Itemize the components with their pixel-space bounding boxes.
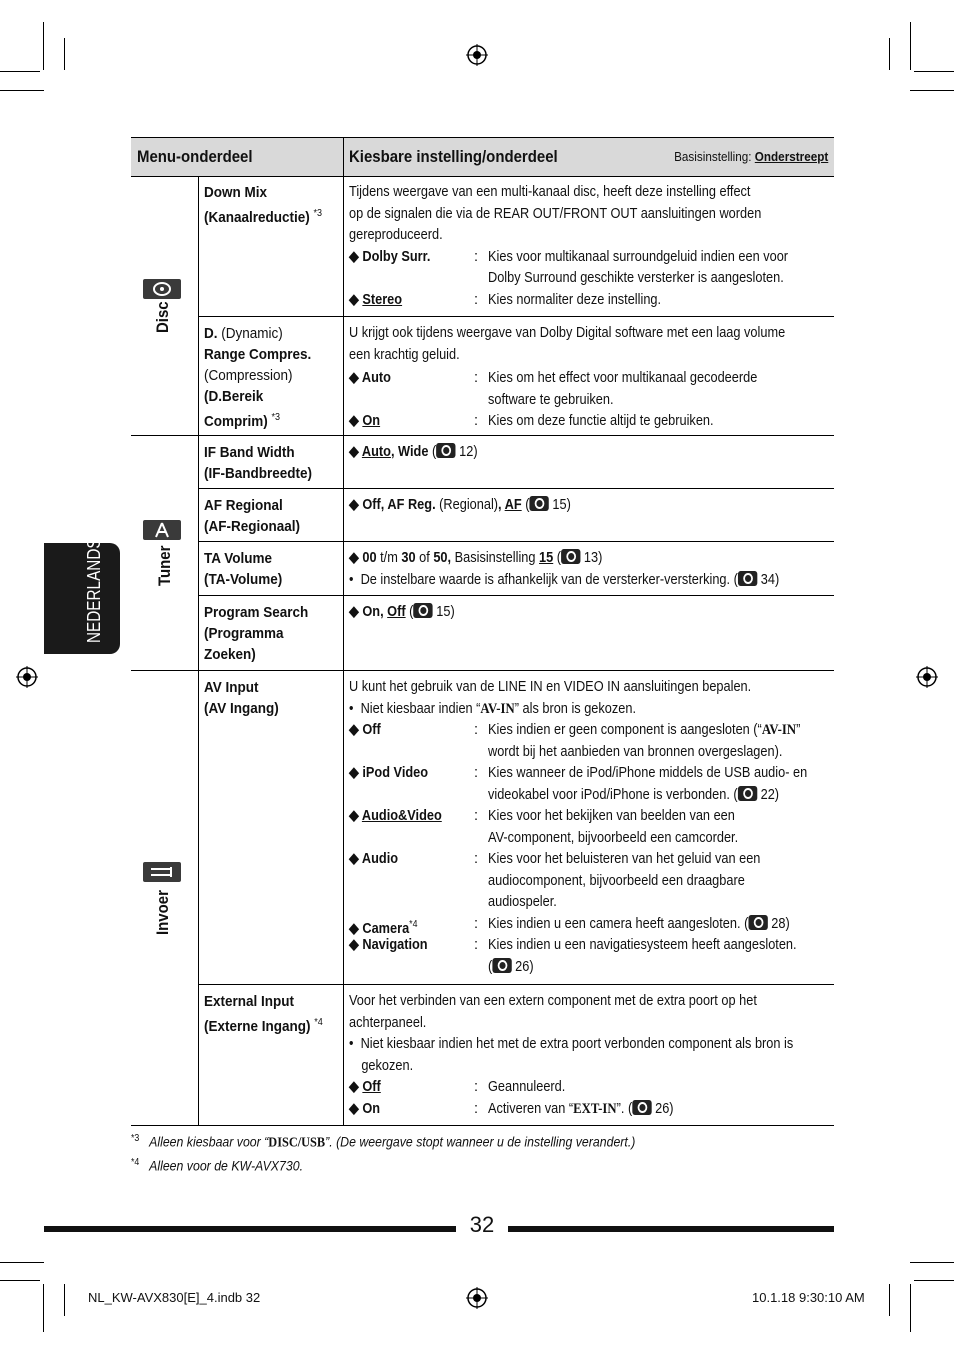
- column-header-setting: Kiesbare instelling/onderdeel: [349, 147, 558, 166]
- description-text: een krachtig geluid.: [349, 346, 460, 363]
- setting-description: ◆ Off, AF Reg. (Regional), AF ( 15): [349, 497, 571, 513]
- default-setting-note: [674, 149, 828, 164]
- option-text: audiospeler.: [488, 894, 557, 910]
- crop-mark: [914, 1280, 954, 1281]
- footnote-ref: *4: [409, 918, 418, 930]
- divider: [343, 138, 344, 176]
- option-label: iPod Video: [362, 765, 429, 781]
- page-ref: 22): [757, 786, 780, 803]
- page-bar-left: [44, 1226, 456, 1232]
- note-text: De instelbare waarde is afhankelijk van de versterker-versterking. (: [360, 571, 738, 588]
- section-disc: [131, 176, 198, 435]
- option-text: software te gebruiken.: [488, 391, 614, 408]
- footnote-ref: *4: [314, 1017, 323, 1028]
- option-text: Kies voor multikanaal surroundgeluid indien een voor: [488, 248, 789, 265]
- description-text: U kunt het gebruik van de LINE IN en VIDEO IN aansluitingen bepalen.: [349, 679, 752, 695]
- table-row-externalinput: [198, 985, 834, 1125]
- option-text: of: [415, 550, 434, 566]
- menu-item-name: [204, 442, 330, 484]
- magnifier-icon: [748, 915, 767, 930]
- language-side-tab: [44, 538, 120, 654]
- footnote-text: ”. (De weergave stopt wanneer u de instelling verandert.): [325, 1133, 636, 1150]
- note-text: Niet kiesbaar indien “: [360, 700, 481, 717]
- crop-mark: [910, 22, 911, 70]
- crop-mark: [910, 1262, 954, 1263]
- option-text: Kies om het effect voor multikanaal gecodeerde: [488, 370, 758, 386]
- menu-item-label: D.: [204, 325, 218, 342]
- option-label: 30: [401, 550, 416, 566]
- option-label: On: [362, 413, 381, 429]
- divider: [131, 1125, 834, 1126]
- menu-item-name: [204, 677, 330, 719]
- ref-open: (: [521, 497, 530, 513]
- menu-item-name: [204, 602, 330, 665]
- input-plug-icon: [143, 862, 181, 882]
- table-row-downmix: [198, 176, 834, 317]
- crop-mark: [0, 71, 40, 72]
- table-header: [131, 137, 834, 177]
- menu-item-label: Down Mix: [204, 184, 267, 201]
- description-text: gereproduceerd.: [349, 227, 443, 243]
- magnifier-icon: [738, 571, 757, 586]
- ref-open: (: [553, 550, 562, 566]
- option-text: Geannuleerd.: [488, 1079, 566, 1095]
- menu-item-name: [204, 323, 330, 432]
- option: ◆ Dolby Surr. : Kies voor multikanaal surroundgeluid indien een voor: [349, 247, 829, 269]
- page-ref: 34): [757, 571, 780, 588]
- description-text: Voor het verbinden van een extern component met de extra poort op het: [349, 993, 757, 1009]
- ref-open: (: [405, 604, 414, 620]
- crop-mark: [0, 1280, 40, 1281]
- menu-item-label: (AV Ingang): [204, 700, 279, 717]
- option-text: ”: [796, 722, 801, 738]
- crop-mark: [889, 38, 890, 70]
- footnote-text: Alleen kiesbaar voor “: [149, 1133, 269, 1150]
- source-name: EXT-IN: [573, 1100, 617, 1117]
- menu-item-label: IF Band Width: [204, 444, 295, 461]
- option-text: Kies normaliter deze instelling.: [488, 291, 662, 308]
- menu-item-label: (Programma: [204, 625, 284, 642]
- magnifier-icon: [413, 603, 432, 618]
- antenna-icon: [143, 520, 181, 540]
- option-text: t/m: [376, 550, 402, 566]
- footnote-mark: *3: [131, 1133, 140, 1144]
- description-text: achterpaneel.: [349, 1014, 427, 1031]
- option-label: Off, AF Reg.: [362, 497, 436, 513]
- menu-item-label: Range Compres.: [204, 346, 312, 363]
- option-text: videokabel voor iPod/iPhone is verbonden. (: [488, 786, 738, 803]
- crop-mark: [910, 90, 954, 91]
- section-tuner: [131, 436, 198, 670]
- option-label: Dolby Surr.: [362, 248, 431, 265]
- registration-mark-icon: [466, 1287, 488, 1309]
- menu-item-label: (IF-Bandbreedte): [204, 465, 312, 482]
- crop-mark: [64, 1284, 65, 1316]
- option-label: Wide: [398, 444, 429, 460]
- option-label: 50,: [433, 550, 452, 566]
- footnote-text: Alleen voor de KW-AVX730.: [149, 1157, 303, 1174]
- menu-item-name: [204, 991, 330, 1037]
- print-datetime: 10.1.18 9:30:10 AM: [752, 1290, 865, 1305]
- menu-item-label: AV Input: [204, 679, 259, 696]
- setting-description: Voor het verbinden van een extern component met de extra poort op het achterpaneel. • Niet kiesbaar indien het met de extra poort verbonden component als bron is gekozen. ◆ Off : Geannuleerd. ◆ On : Activeren van “EXT-IN”. ( 26): [349, 993, 794, 1117]
- option-label: On,: [362, 604, 388, 620]
- setting-description: ◆ Auto, Wide ( 12): [349, 444, 478, 460]
- page-ref: 26): [651, 1100, 674, 1117]
- option-text: Kies indien u een camera heeft aangesloten. (: [488, 915, 749, 932]
- menu-item-label: (D.Bereik: [204, 388, 264, 405]
- registration-mark-icon: [16, 666, 38, 688]
- page-number: 32: [469, 1212, 495, 1237]
- crop-mark: [43, 1284, 44, 1332]
- magnifier-icon: [529, 496, 548, 511]
- menu-item-label: (Externe Ingang): [204, 1018, 311, 1035]
- option-text: AV-component, bijvoorbeeld een camcorder.: [488, 829, 739, 846]
- description-text: op de signalen die via de REAR OUT/FRONT OUT aansluitingen worden: [349, 205, 762, 222]
- crop-mark: [914, 71, 954, 72]
- source-name: DISC/USB: [268, 1135, 326, 1151]
- footnote-ref: *3: [271, 412, 281, 423]
- option-label: Audio&Video: [361, 808, 442, 824]
- column-header-menu-item: Menu-onderdeel: [137, 147, 253, 166]
- setting-description: ◆ 00 t/m 30 of 50, Basisinstelling 15 ( 13) • De instelbare waarde is afhankelijk van de versterker-versterking. ( 34): [349, 550, 780, 588]
- print-file-info: NL_KW-AVX830[E]_4.indb 32: [88, 1290, 261, 1305]
- table-row-ifband: [198, 436, 834, 489]
- menu-item-label: Program Search: [204, 604, 309, 621]
- ref-open: (: [428, 444, 437, 460]
- table-row-avinput: [198, 671, 834, 985]
- magnifier-icon: [436, 443, 455, 458]
- menu-item-label: TA Volume: [204, 550, 273, 567]
- option-text: Kies indien er geen component is aangesloten (“: [488, 722, 762, 738]
- option-text: Dolby Surround geschikte versterker is aangesloten.: [488, 270, 784, 286]
- magnifier-icon: [492, 958, 511, 973]
- option-text: wordt bij het aanbieden van bronnen overgeslagen).: [488, 743, 783, 760]
- option-text: Kies voor het beluisteren van het geluid van een: [488, 851, 761, 867]
- option-label: Off: [362, 1079, 381, 1095]
- page-ref: 12): [455, 444, 478, 460]
- separator-text: ,: [390, 444, 399, 460]
- crop-mark: [43, 22, 44, 70]
- menu-item-label: (Kanaalreductie): [204, 209, 310, 226]
- option-label: Audio: [361, 851, 399, 867]
- note-text: Niet kiesbaar indien het met de extra poort verbonden component als bron is: [360, 1036, 794, 1052]
- default-label: Basisinstelling:: [673, 149, 752, 164]
- setting-description: ◆ On, Off ( 15): [349, 604, 455, 620]
- page-ref: 28): [767, 915, 790, 932]
- option-text: (Regional): [435, 497, 499, 513]
- setting-description: U kunt het gebruik van de LINE IN en VIDEO IN aansluitingen bepalen. • Niet kiesbaar indien “AV-IN” als bron is gekozen. ◆ Off : Kies indien er geen component is aangesloten (“AV-IN” wordt bij het aanbieden van bronnen overgeslagen). ◆ iPod Video : Kies wanneer de iPod/iPhone middels de USB audio- en videokabel voor iPod/iPhone is verbonden. ( 22) ◆ Audio&Video : Kies voor het bekijken van beelden van een AV-component, bijvoorbeeld een camcorder. ◆ Audio : Kies voor het beluisteren van het geluid van een audiocomponent, bijvoorbeeld een draagbare audiospeler. ◆ Camera$^{*4}$ : Kies indien u een camera heeft aangesloten. ( 28) ◆ Navigation : Kies indien u een navigatiesysteem heeft aangesloten. ( 26): [349, 679, 808, 975]
- option-text: Basisinstelling: [451, 550, 540, 566]
- page-ref: 13): [580, 550, 603, 566]
- option-text: Activeren van “: [488, 1100, 574, 1117]
- page-bar-right: [508, 1226, 834, 1232]
- magnifier-icon: [632, 1100, 651, 1115]
- option-label: On: [362, 1100, 381, 1117]
- page-ref: 15): [432, 604, 455, 620]
- separator-text: ,: [498, 497, 505, 513]
- description-text: U krijgt ook tijdens weergave van Dolby Digital software met een laag volume: [349, 325, 786, 341]
- option-text: Kies wanneer de iPod/iPhone middels de USB audio- en: [488, 765, 808, 781]
- option-text: Kies om deze functie altijd te gebruiken.: [488, 413, 714, 429]
- setting-description: [349, 182, 829, 311]
- disc-icon: [143, 279, 181, 299]
- option-label: Auto: [361, 444, 391, 460]
- footnote-ref: *3: [313, 208, 323, 219]
- menu-item-label: (AF-Regionaal): [204, 518, 301, 535]
- registration-mark-icon: [916, 666, 938, 688]
- option-label: Off: [362, 722, 381, 738]
- menu-item-name: [204, 182, 330, 228]
- description-text: Tijdens weergave van een multi-kanaal disc, heeft deze instelling effect: [349, 184, 751, 200]
- option-label: Stereo: [362, 291, 403, 308]
- option: ◆ Stereo : Kies normaliter deze instelling.: [349, 290, 829, 312]
- page-ref: 26): [511, 958, 534, 975]
- crop-mark: [0, 1262, 44, 1263]
- footnote-3: [131, 1133, 635, 1152]
- crop-mark: [0, 90, 44, 91]
- crop-mark: [889, 1284, 890, 1316]
- menu-item-name: [204, 548, 330, 590]
- crop-mark: [64, 38, 65, 70]
- registration-mark-icon: [466, 44, 488, 66]
- option-label: Navigation: [362, 937, 428, 953]
- table-row-tavolume: [198, 542, 834, 596]
- footnote-4: [131, 1157, 303, 1174]
- table-row-afregional: [198, 489, 834, 542]
- option-text: audiocomponent, bijvoorbeeld een draagbare: [488, 872, 745, 889]
- table-row-drange: [198, 317, 834, 436]
- option-text: (: [488, 958, 493, 975]
- note-text: ” als bron is gekozen.: [514, 700, 637, 717]
- menu-item-label: AF Regional: [204, 497, 283, 514]
- source-name: AV-IN: [480, 700, 515, 717]
- menu-item-label: (Dynamic): [217, 325, 283, 342]
- option-text: Kies voor het bekijken van beelden van een: [488, 808, 735, 824]
- note-text: gekozen.: [361, 1057, 414, 1074]
- magnifier-icon: [561, 549, 580, 564]
- section-label-disc: Disc: [153, 301, 172, 333]
- option-label: Camera: [362, 920, 410, 937]
- magnifier-icon: [738, 786, 757, 801]
- default-value: Onderstreept: [754, 149, 828, 164]
- menu-item-name: [204, 495, 330, 537]
- page-ref: 15): [548, 497, 571, 513]
- option-text: ”. (: [616, 1100, 633, 1117]
- source-name: AV-IN: [761, 722, 797, 738]
- option-label: Auto: [361, 370, 391, 386]
- option: [349, 268, 829, 290]
- table-row-programsearch: [198, 596, 834, 671]
- menu-item-label: (Compression): [204, 367, 293, 384]
- option-text: Kies indien u een navigatiesysteem heeft aangesloten.: [488, 937, 797, 953]
- section-label-invoer: Invoer: [153, 890, 172, 935]
- option-label: Off: [387, 604, 406, 620]
- menu-item-label: (TA-Volume): [204, 571, 283, 588]
- settings-table: [131, 137, 834, 1127]
- option-label: AF: [504, 497, 522, 513]
- section-label-tuner: Tuner: [155, 545, 174, 586]
- menu-item-label: External Input: [204, 993, 295, 1010]
- menu-item-label: Zoeken): [204, 646, 256, 663]
- option-label: 15: [539, 550, 554, 566]
- section-invoer: [131, 671, 198, 1125]
- crop-mark: [910, 1284, 911, 1332]
- menu-item-label: Comprim): [204, 413, 268, 430]
- footnote-mark: *4: [131, 1157, 140, 1168]
- language-tab-label: NEDERLANDS: [84, 538, 104, 643]
- setting-description: U krijgt ook tijdens weergave van Dolby Digital software met een laag volume een krachtig geluid. ◆ Auto : Kies om het effect voor multikanaal gecodeerde software te gebruiken. ◆ On : Kies om deze functie altijd te gebruiken.: [349, 323, 829, 433]
- option-label: 00: [362, 550, 377, 566]
